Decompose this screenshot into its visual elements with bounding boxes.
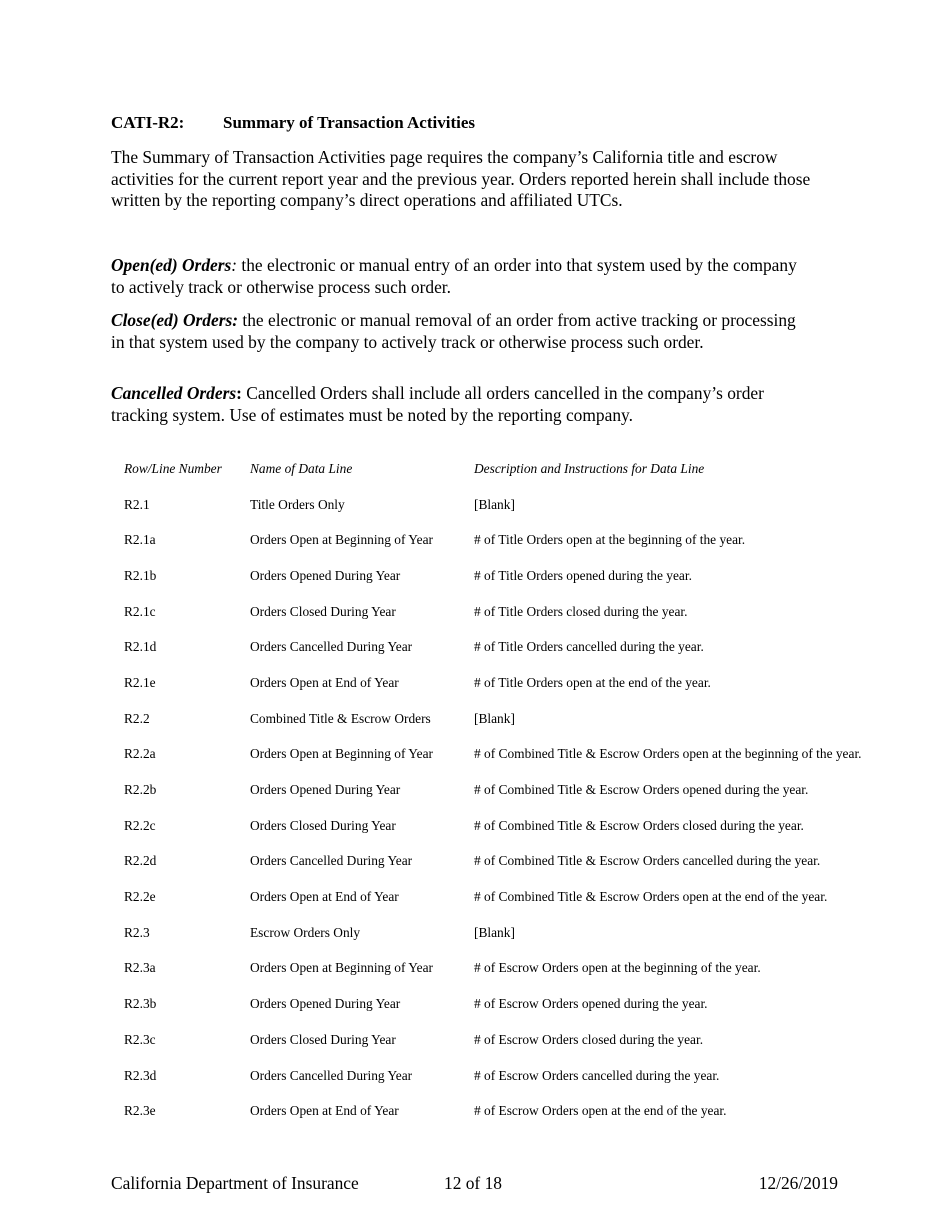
column-header-row-number: Row/Line Number: [124, 460, 222, 476]
table-row: [124, 915, 944, 951]
description-cell: # of Escrow Orders opened during the year.: [474, 996, 708, 1012]
description-cell: [Blank]: [474, 924, 515, 940]
section-heading: [111, 113, 475, 133]
row-number-cell: R2.2a: [124, 746, 156, 762]
definition-text: the electronic or manual removal of an order from active tracking or processing in that system used by the company to actively track or otherwise process such order.: [111, 310, 796, 352]
description-cell: # of Combined Title & Escrow Orders opened during the year.: [474, 782, 809, 798]
description-cell: # of Escrow Orders open at the beginning of the year.: [474, 960, 761, 976]
definition-separator: :: [231, 255, 238, 275]
row-number-cell: R2.2: [124, 710, 150, 726]
definition-opened-orders: [111, 255, 811, 298]
data-line-name-cell: Title Orders Only: [250, 496, 345, 512]
definition-cancelled-orders: [111, 383, 811, 426]
description-cell: # of Title Orders cancelled during the year.: [474, 639, 704, 655]
row-number-cell: R2.3d: [124, 1067, 157, 1083]
column-header-description: Description and Instructions for Data Line: [474, 460, 705, 476]
data-line-name-cell: Orders Closed During Year: [250, 1031, 396, 1047]
row-number-cell: R2.1e: [124, 674, 156, 690]
row-number-cell: R2.3c: [124, 1031, 156, 1047]
table-row: [124, 629, 944, 665]
row-number-cell: R2.2e: [124, 889, 156, 905]
description-cell: # of Combined Title & Escrow Orders closed during the year.: [474, 817, 804, 833]
table-row: [124, 772, 944, 808]
description-cell: [Blank]: [474, 710, 515, 726]
data-line-name-cell: Orders Opened During Year: [250, 567, 401, 583]
row-number-cell: R2.1c: [124, 603, 156, 619]
row-number-cell: R2.1d: [124, 639, 157, 655]
definition-term: Close(ed) Orders:: [111, 310, 239, 330]
data-line-name-cell: Orders Opened During Year: [250, 782, 401, 798]
table-row: [124, 808, 944, 844]
description-cell: # of Combined Title & Escrow Orders cancelled during the year.: [474, 853, 821, 869]
table-row: [124, 951, 944, 987]
table-row: [124, 1058, 944, 1094]
data-line-name-cell: Orders Cancelled During Year: [250, 853, 413, 869]
row-number-cell: R2.1b: [124, 567, 157, 583]
table-row: [124, 1022, 944, 1058]
table-row: [124, 487, 944, 523]
row-number-cell: R2.3e: [124, 1103, 156, 1119]
data-line-name-cell: Escrow Orders Only: [250, 924, 361, 940]
data-line-name-cell: Orders Opened During Year: [250, 996, 401, 1012]
description-cell: [Blank]: [474, 496, 515, 512]
data-line-name-cell: Orders Open at End of Year: [250, 889, 399, 905]
description-cell: # of Title Orders closed during the year.: [474, 603, 688, 619]
description-cell: # of Combined Title & Escrow Orders open at the end of the year.: [474, 889, 828, 905]
data-line-name-cell: Orders Open at Beginning of Year: [250, 746, 433, 762]
definition-text: Cancelled Orders shall include all orders cancelled in the company’s order tracking system. Use of estimates must be noted by the reporting company.: [111, 383, 764, 425]
footer-page-number: 12 of 18: [444, 1173, 502, 1193]
description-cell: # of Title Orders opened during the year.: [474, 567, 692, 583]
row-number-cell: R2.2c: [124, 817, 156, 833]
table-row: [124, 558, 944, 594]
data-line-name-cell: Combined Title & Escrow Orders: [250, 710, 431, 726]
data-line-name-cell: Orders Open at Beginning of Year: [250, 960, 433, 976]
description-cell: # of Escrow Orders closed during the year.: [474, 1031, 704, 1047]
definition-text: the electronic or manual entry of an order into that system used by the company to actively track or otherwise process such order.: [111, 255, 797, 297]
footer-department: California Department of Insurance: [111, 1173, 359, 1193]
table-row: [124, 737, 944, 773]
table-row: [124, 665, 944, 701]
row-number-cell: R2.2b: [124, 782, 157, 798]
section-title: Summary of Transaction Activities: [223, 113, 475, 132]
description-cell: # of Combined Title & Escrow Orders open at the beginning of the year.: [474, 746, 862, 762]
table-row: [124, 594, 944, 630]
footer-date: 12/26/2019: [758, 1173, 838, 1193]
table-row: [124, 844, 944, 880]
data-line-name-cell: Orders Cancelled During Year: [250, 639, 413, 655]
description-cell: # of Title Orders open at the end of the year.: [474, 674, 711, 690]
table-row: [124, 1093, 944, 1129]
data-line-name-cell: Orders Closed During Year: [250, 817, 396, 833]
data-line-name-cell: Orders Closed During Year: [250, 603, 396, 619]
table-row: [124, 879, 944, 915]
definition-separator: :: [236, 383, 242, 403]
row-number-cell: R2.2d: [124, 853, 157, 869]
data-line-table: [124, 451, 944, 1129]
table-header-row: [124, 451, 944, 487]
description-cell: # of Escrow Orders cancelled during the year.: [474, 1067, 720, 1083]
row-number-cell: R2.1: [124, 496, 150, 512]
data-line-name-cell: Orders Cancelled During Year: [250, 1067, 413, 1083]
row-number-cell: R2.3b: [124, 996, 157, 1012]
data-line-name-cell: Orders Open at End of Year: [250, 674, 399, 690]
table-row: [124, 701, 944, 737]
row-number-cell: R2.3: [124, 924, 150, 940]
definition-term: Cancelled Orders: [111, 383, 237, 403]
row-number-cell: R2.1a: [124, 532, 156, 548]
table-row: [124, 986, 944, 1022]
data-line-name-cell: Orders Open at Beginning of Year: [250, 532, 433, 548]
intro-paragraph: The Summary of Transaction Activities page requires the company’s California title and escrow activities for the current report year and the previous year. Orders reported herein shall include those written by the reporting company’s direct operations and affiliated UTCs.: [111, 147, 811, 210]
description-cell: # of Title Orders open at the beginning of the year.: [474, 532, 746, 548]
description-cell: # of Escrow Orders open at the end of the year.: [474, 1103, 727, 1119]
data-line-name-cell: Orders Open at End of Year: [250, 1103, 399, 1119]
row-number-cell: R2.3a: [124, 960, 156, 976]
column-header-data-line-name: Name of Data Line: [250, 460, 353, 476]
section-code: CATI-R2:: [111, 113, 185, 132]
definition-closed-orders: [111, 310, 811, 353]
table-row: [124, 522, 944, 558]
definition-term: Open(ed) Orders: [111, 255, 232, 275]
